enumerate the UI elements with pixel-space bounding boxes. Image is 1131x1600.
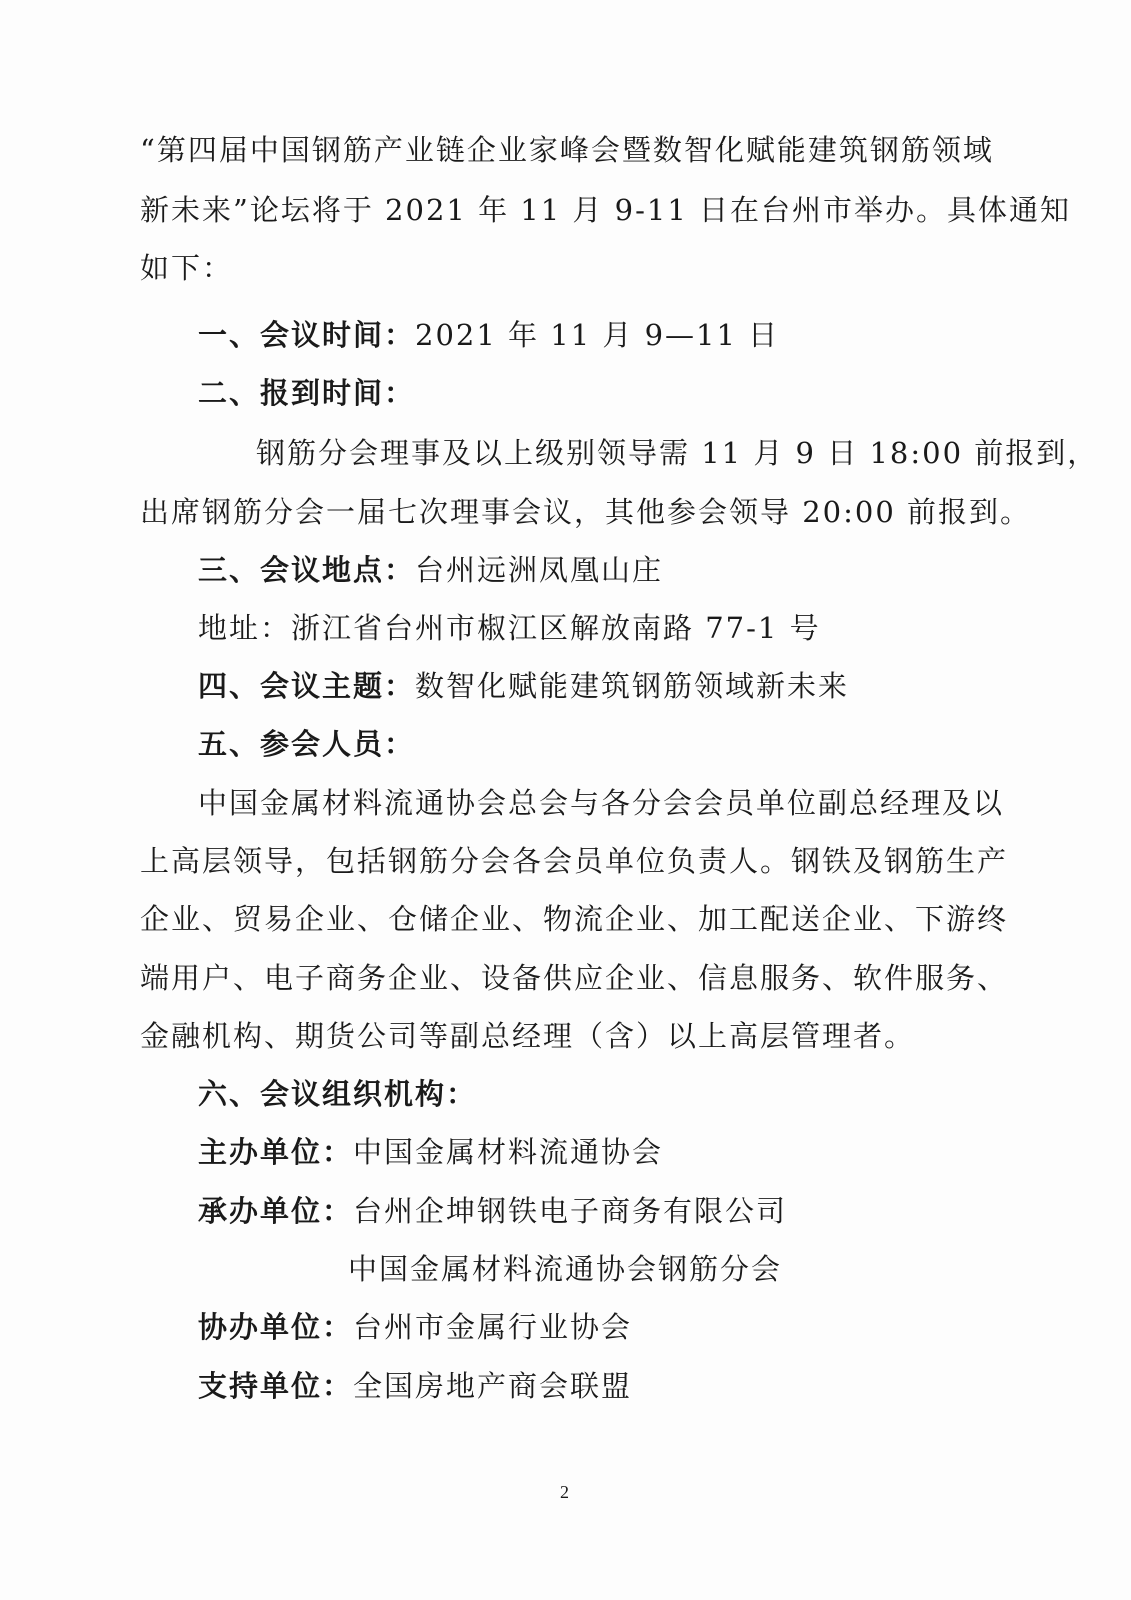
supporter-value: 全国房地产商会联盟 — [353, 1369, 633, 1403]
page-number: 2 — [560, 1482, 569, 1502]
registration-line-2: 出席钢筋分会一届七次理事会议，其他参会领导 20:00 前报到。 — [140, 495, 1032, 529]
coorganizer-label: 协办单位： — [198, 1310, 354, 1344]
intro-line-3: 如下： — [140, 251, 234, 285]
host-label: 主办单位： — [198, 1135, 354, 1169]
section-heading: 六、会议组织机构： — [198, 1077, 478, 1111]
section-content: 数智化赋能建筑钢筋领域新未来 — [415, 669, 850, 703]
participants-line-1: 中国金属材料流通协会总会与各分会会员单位副总经理及以 — [198, 786, 1005, 820]
section-registration-heading — [198, 373, 415, 413]
host-value: 中国金属材料流通协会 — [353, 1135, 664, 1169]
section-meeting-time — [198, 315, 779, 355]
section-venue — [198, 550, 663, 590]
section-organization-heading — [198, 1074, 477, 1114]
section-participants-heading — [198, 724, 415, 764]
section-theme — [198, 666, 849, 706]
organizer-unit — [198, 1191, 787, 1231]
venue-address: 地址：浙江省台州市椒江区解放南路 77-1 号 — [198, 611, 821, 645]
registration-line-1: 钢筋分会理事及以上级别领导需 11 月 9 日 18:00 前报到， — [256, 436, 1099, 470]
coorganizer-value: 台州市金属行业协会 — [353, 1310, 633, 1344]
intro-line-1: “第四届中国钢筋产业链企业家峰会暨数智化赋能建筑钢筋领域 — [140, 133, 994, 167]
participants-line-5: 金融机构、期货公司等副总经理（含）以上高层管理者。 — [140, 1019, 916, 1053]
coorganizer-unit — [198, 1307, 632, 1347]
organizer-value-2: 中国金属材料流通协会钢筋分会 — [348, 1252, 783, 1286]
section-heading: 五、参会人员： — [198, 727, 416, 761]
section-content: 2021 年 11 月 9—11 日 — [415, 318, 780, 352]
section-heading: 三、会议地点： — [198, 553, 416, 587]
section-heading: 四、会议主题： — [198, 669, 416, 703]
section-content: 台州远洲凤凰山庄 — [415, 553, 664, 587]
intro-line-2: 新未来”论坛将于 2021 年 11 月 9-11 日在台州市举办。具体通知 — [140, 193, 1071, 227]
section-heading: 二、报到时间： — [198, 376, 416, 410]
organizer-label: 承办单位： — [198, 1194, 354, 1228]
supporter-unit — [198, 1366, 632, 1406]
participants-line-3: 企业、贸易企业、仓储企业、物流企业、加工配送企业、下游终 — [140, 902, 1009, 936]
participants-line-2: 上高层领导，包括钢筋分会各会员单位负责人。钢铁及钢筋生产 — [140, 844, 1009, 878]
participants-line-4: 端用户、电子商务企业、设备供应企业、信息服务、软件服务、 — [140, 961, 1009, 995]
host-unit — [198, 1132, 663, 1172]
organizer-value-1: 台州企坤钢铁电子商务有限公司 — [353, 1194, 788, 1228]
section-heading: 一、会议时间： — [198, 318, 416, 352]
supporter-label: 支持单位： — [198, 1369, 354, 1403]
